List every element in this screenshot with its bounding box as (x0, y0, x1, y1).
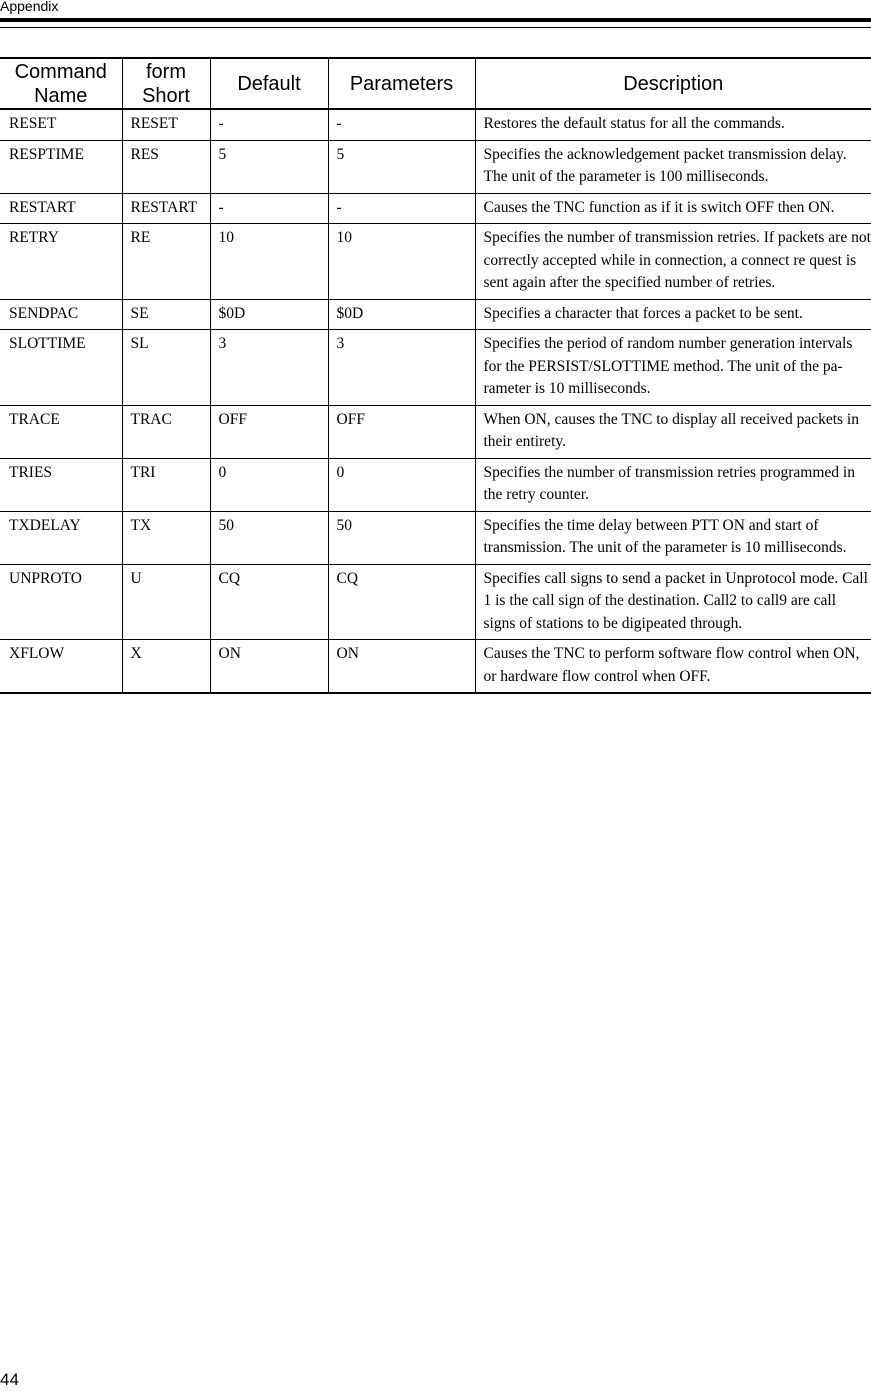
table-row (0, 405, 871, 458)
cell-default: CQ (210, 564, 328, 640)
cell-short: SL (122, 330, 210, 406)
cell-description: Specifies a character that forces a packet to be sent. (475, 299, 871, 330)
section-label: Appendix (0, 0, 59, 14)
cell-command: RESTART (0, 193, 122, 224)
cell-command: TRACE (0, 405, 122, 458)
col-header-command-name: Command Name (0, 58, 122, 109)
cell-short: X (122, 640, 210, 694)
cell-command: XFLOW (0, 640, 122, 694)
cell-command: TRIES (0, 458, 122, 511)
cell-default: - (210, 193, 328, 224)
cell-short: RESTART (122, 193, 210, 224)
cell-description: When ON, causes the TNC to display all received packets in their entirety. (475, 405, 871, 458)
cell-command: TXDELAY (0, 511, 122, 564)
table-row (0, 193, 871, 224)
cell-description: Specifies the number of transmission retries. If packets are not correctly accepted while in connection, a connect re quest is sent again after the specified number of retries. (475, 224, 871, 300)
cell-description: Causes the TNC to perform software flow control when ON, or hardware flow control when OFF. (475, 640, 871, 694)
cell-default: 5 (210, 140, 328, 193)
cell-short: TX (122, 511, 210, 564)
table-header-row (0, 58, 871, 109)
cell-short: TRAC (122, 405, 210, 458)
cell-default: 50 (210, 511, 328, 564)
cell-parameters: - (328, 109, 475, 140)
cell-short: U (122, 564, 210, 640)
cell-parameters: 50 (328, 511, 475, 564)
cell-short: TRI (122, 458, 210, 511)
cell-short: RE (122, 224, 210, 300)
cell-description: Specifies the time delay between PTT ON and start of transmission. The unit of the parameter is 10 milliseconds. (475, 511, 871, 564)
table-row (0, 224, 871, 300)
cell-description: Specifies call signs to send a packet in Unprotocol mode. Call 1 is the call sign of the destination. Call2 to call9 are call signs of stations to be digipeated through. (475, 564, 871, 640)
cell-command: RESPTIME (0, 140, 122, 193)
table-row (0, 511, 871, 564)
col-header-parameters: Parameters (328, 58, 475, 109)
table-row (0, 330, 871, 406)
cell-command: UNPROTO (0, 564, 122, 640)
command-table (0, 57, 871, 694)
cell-parameters: $0D (328, 299, 475, 330)
cell-parameters: 5 (328, 140, 475, 193)
table-row (0, 640, 871, 694)
header-rule-thin (0, 27, 871, 28)
cell-default: 3 (210, 330, 328, 406)
cell-command: RETRY (0, 224, 122, 300)
cell-command: SENDPAC (0, 299, 122, 330)
cell-command: SLOTTIME (0, 330, 122, 406)
cell-description: Restores the default status for all the commands. (475, 109, 871, 140)
page-number: 44 (0, 1370, 19, 1389)
cell-parameters: 3 (328, 330, 475, 406)
cell-default: $0D (210, 299, 328, 330)
cell-description: Causes the TNC function as if it is switch OFF then ON. (475, 193, 871, 224)
table-row (0, 140, 871, 193)
cell-parameters: ON (328, 640, 475, 694)
cell-description: Specifies the number of transmission retries programmed in the retry counter. (475, 458, 871, 511)
cell-default: - (210, 109, 328, 140)
col-header-description: Description (475, 58, 871, 109)
cell-short: SE (122, 299, 210, 330)
cell-short: RES (122, 140, 210, 193)
cell-parameters: 10 (328, 224, 475, 300)
cell-default: ON (210, 640, 328, 694)
cell-description: Specifies the period of random number generation intervals for the PERSIST/SLOTTIME method. The unit of the pa-rameter is 10 milliseconds. (475, 330, 871, 406)
cell-default: OFF (210, 405, 328, 458)
cell-parameters: 0 (328, 458, 475, 511)
table-row (0, 109, 871, 140)
header-rule-thick (0, 18, 871, 22)
col-header-short-form: form Short (122, 58, 210, 109)
cell-parameters: OFF (328, 405, 475, 458)
cell-short: RESET (122, 109, 210, 140)
cell-default: 0 (210, 458, 328, 511)
cell-command: RESET (0, 109, 122, 140)
cell-parameters: - (328, 193, 475, 224)
cell-description: Specifies the acknowledgement packet transmission delay. The unit of the parameter is 100 milliseconds. (475, 140, 871, 193)
cell-parameters: CQ (328, 564, 475, 640)
table-row (0, 458, 871, 511)
table-row (0, 299, 871, 330)
table-row (0, 564, 871, 640)
cell-default: 10 (210, 224, 328, 300)
col-header-default: Default (210, 58, 328, 109)
